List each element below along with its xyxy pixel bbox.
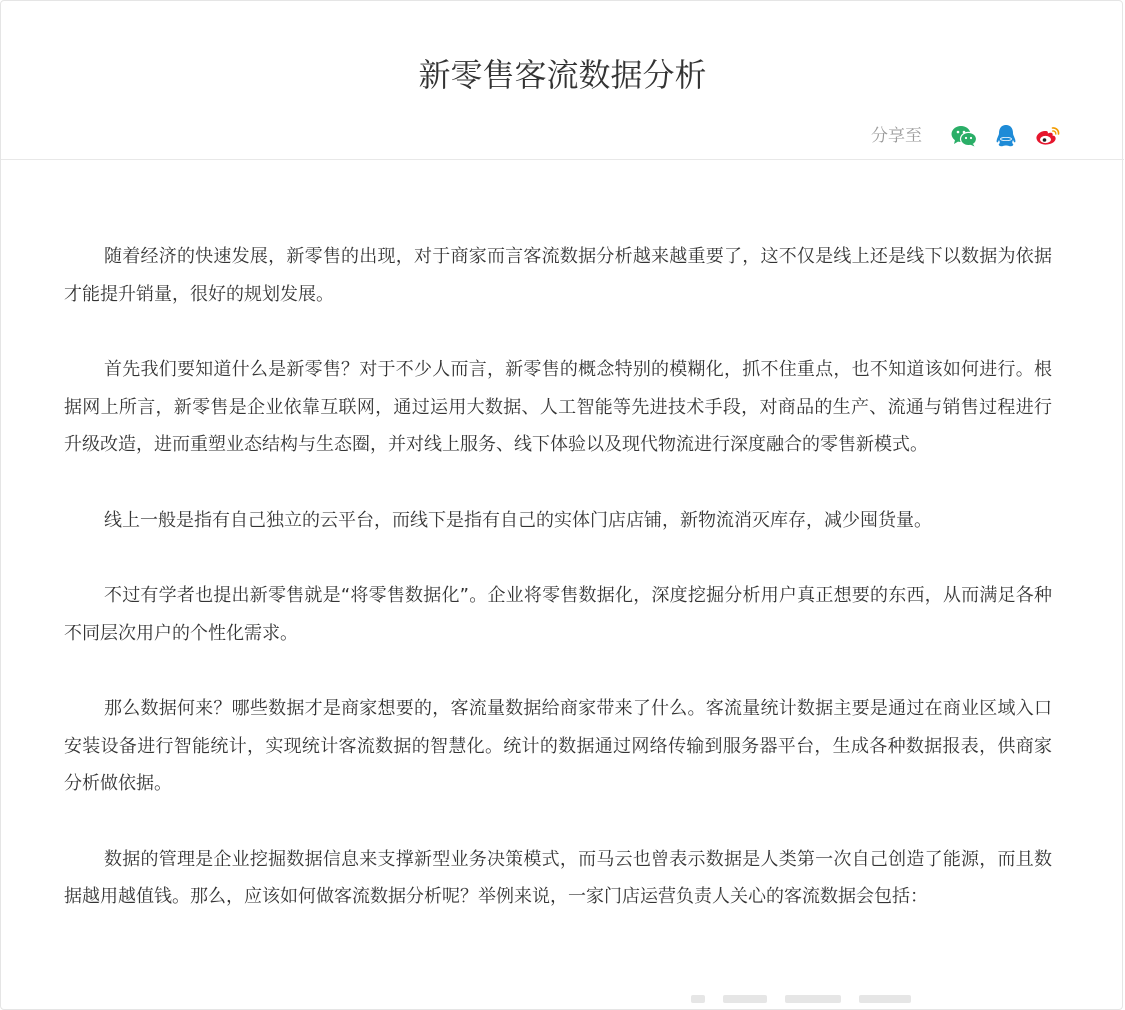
wechat-icon[interactable]	[950, 122, 978, 150]
weibo-icon[interactable]	[1034, 122, 1062, 150]
paragraph: 首先我们要知道什么是新零售？对于不少人而言，新零售的概念特别的模糊化，抓不住重点，也不知道该如何进行。根据网上所言，新零售是企业依靠互联网，通过运用大数据、人工智能等先进技术手段，对商品的生产、流通与销售过程进行升级改造，进而重塑业态结构与生态圈，并对线上服务、线下体验以及现代物流进行深度融合的零售新模式。	[64, 359, 1052, 455]
paragraph: 那么数据何来？哪些数据才是商家想要的，客流量数据给商家带来了什么。客流量统计数据主要是通过在商业区域入口安装设备进行智能统计，实现统计客流数据的智慧化。统计的数据通过网络传输到服务器平台，生成各种数据报表，供商家分析做依据。	[64, 698, 1052, 794]
paragraph: 数据的管理是企业挖掘数据信息来支撑新型业务决策模式，而马云也曾表示数据是人类第一次自己创造了能源，而且数据越用越值钱。那么，应该如何做客流数据分析呢？举例来说，一家门店运营负责人关心的客流数据会包括：	[64, 848, 1052, 907]
paragraph: 随着经济的快速发展，新零售的出现，对于商家而言客流数据分析越来越重要了，这不仅是线上还是线下以数据为依据才能提升销量，很好的规划发展。	[64, 246, 1052, 305]
share-bar	[871, 121, 1062, 151]
qq-icon[interactable]	[992, 122, 1020, 150]
page-title: 新零售客流数据分析	[418, 56, 707, 94]
paragraph: 线上一般是指有自己独立的云平台，而线下是指有自己的实体门店店铺，新物流消灭库存，减少囤货量。	[104, 509, 932, 531]
paragraph: 不过有学者也提出新零售就是“将零售数据化”。企业将零售数据化，深度挖掘分析用户真正想要的东西，从而满足各种不同层次用户的个性化需求。	[64, 585, 1052, 644]
article-image-top	[691, 991, 951, 1003]
article-header	[1, 1, 1124, 160]
share-label: 分享至	[871, 126, 922, 146]
article-body	[64, 238, 1052, 954]
